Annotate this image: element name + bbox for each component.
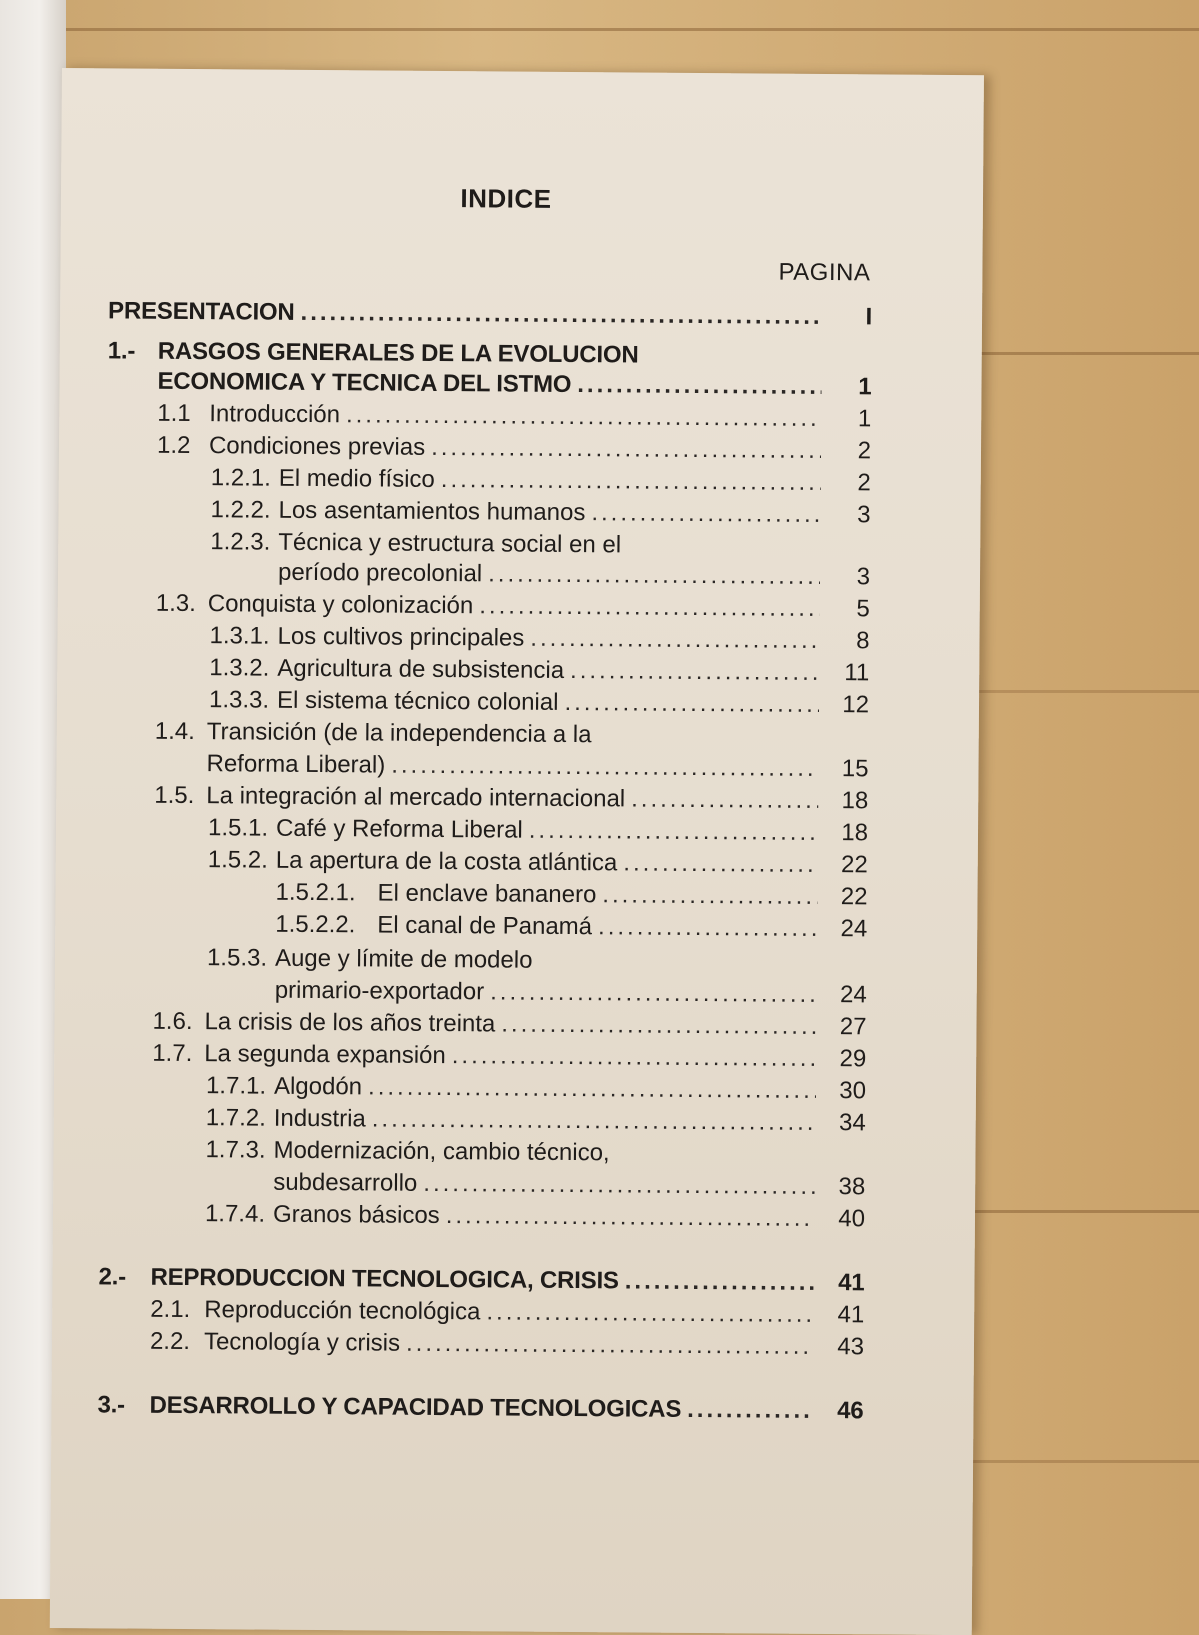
toc-entry-text: La integración al mercado internacional: [206, 782, 626, 813]
leader-dots: [631, 784, 818, 815]
toc-entry-number: 1.5.1.: [207, 814, 269, 842]
leader-dots: [530, 624, 819, 656]
toc-entry: [210, 495, 870, 530]
toc-entry-number: 1.2.2.: [210, 496, 271, 524]
toc-entry-page: 43: [837, 1333, 865, 1361]
leader-dots: [406, 1329, 814, 1362]
toc-entry: [156, 589, 870, 625]
leader-dots: [446, 1201, 815, 1234]
leader-dots: [452, 1041, 817, 1074]
leader-dots: [625, 1266, 815, 1297]
toc-entry: [157, 431, 871, 467]
toc-entry-text: Reproducción tecnológica: [204, 1296, 481, 1326]
toc-entry-text: Reforma Liberal): [206, 750, 386, 779]
toc-entry: [209, 653, 869, 688]
toc-entry: [152, 1007, 866, 1043]
leader-dots: [501, 1009, 816, 1041]
toc-entry-page: 24: [839, 981, 867, 1009]
toc-entry-text: Transición (de la independencia a la: [206, 718, 592, 749]
toc-entry-number: 1.5.3.: [206, 944, 268, 972]
toc-entry-number: 2.-: [98, 1263, 127, 1291]
toc-entry-number: 1.2.1.: [210, 464, 271, 492]
toc-entry-page: 40: [838, 1205, 866, 1233]
toc-entry-text: La segunda expansión: [204, 1040, 446, 1070]
toc-entry-number: 1.4.: [154, 717, 195, 746]
leader-dots: [431, 433, 821, 466]
toc-entry-page: 41: [838, 1269, 865, 1297]
leader-dots: [300, 298, 822, 332]
toc-entry-number: 3.-: [97, 1391, 126, 1419]
toc-entry-number: 2.1.: [150, 1295, 191, 1324]
toc-entry-text: El sistema técnico colonial: [276, 686, 559, 716]
toc-entry-text: RASGOS GENERALES DE LA EVOLUCION: [157, 337, 639, 369]
toc-entry-page: 27: [839, 1013, 867, 1041]
toc-entry-page: 41: [837, 1301, 865, 1329]
toc-entry-page: 22: [840, 851, 868, 879]
plank-seam: [0, 28, 1199, 31]
toc-entry: [150, 1327, 864, 1363]
toc-entry: [150, 1295, 864, 1331]
toc-entry-page: 2: [857, 437, 872, 465]
toc-entry: [275, 910, 867, 945]
toc-entry-text: PRESENTACION: [107, 297, 295, 326]
toc-entry-number: 1.5.2.: [207, 846, 268, 874]
toc-entry-number: 1.7.: [152, 1039, 193, 1068]
toc-entry-text: La apertura de la costa atlántica: [275, 846, 618, 877]
toc-entry: [278, 558, 870, 593]
toc-entry-text: El medio físico: [278, 464, 435, 493]
toc-entry-number: 1.3.3.: [208, 686, 270, 714]
leader-dots: [490, 977, 817, 1010]
page-title: INDICE: [460, 183, 552, 214]
toc-entry-page: 5: [856, 595, 870, 623]
toc-entry-text: La crisis de los años treinta: [204, 1008, 496, 1038]
toc-entry-number: 1.3.1.: [209, 622, 270, 650]
toc-entry-page: 8: [856, 627, 870, 655]
toc-entry-text: Algodón: [273, 1072, 363, 1101]
leader-dots: [623, 848, 818, 880]
toc-entry: [275, 878, 867, 913]
toc-entry-page: 29: [839, 1045, 867, 1073]
toc-entry-text: ECONOMICA Y TECNICA DEL ISTMO: [157, 367, 572, 399]
toc-entry-text: Agricultura de subsistencia: [277, 654, 565, 684]
toc-entry-number: 1.7.1.: [205, 1072, 267, 1100]
toc-entry-text: El canal de Panamá: [377, 911, 593, 941]
toc-entry-page: 15: [841, 755, 869, 783]
toc-entry-text: subdesarrollo: [273, 1168, 418, 1197]
toc-entry-text: Introducción: [209, 400, 341, 429]
toc-entry-page: 11: [844, 659, 870, 687]
toc-entry: [275, 976, 867, 1011]
toc-entry: [205, 1135, 865, 1170]
toc-entry-number: 1.7.4.: [204, 1200, 266, 1228]
toc-entry-number: 1.1: [157, 399, 191, 428]
toc-entry-text: primario-exportador: [274, 976, 485, 1006]
leader-dots: [479, 591, 820, 624]
toc-entry-number: 1.-: [107, 337, 136, 365]
toc-entry-number: 1.3.2.: [209, 654, 270, 682]
toc-entry: [209, 621, 869, 656]
toc-entry-page: 1: [857, 405, 872, 433]
toc-entry-number: 1.2.3.: [210, 528, 271, 556]
leader-dots: [529, 816, 818, 848]
toc-entry: [155, 717, 869, 753]
toc-entry: [206, 749, 868, 784]
toc-entry: [209, 685, 869, 720]
toc-entry-text: Condiciones previas: [208, 432, 426, 461]
page-column-header: PAGINA: [778, 258, 871, 287]
toc-entry-page: 3: [856, 563, 871, 591]
toc-entry-page: 18: [841, 787, 869, 815]
toc-entry: [157, 367, 871, 403]
toc-entry: [208, 813, 868, 848]
toc-entry: [273, 1168, 865, 1203]
toc-entry-text: Industria: [273, 1104, 366, 1133]
leader-dots: [391, 751, 818, 784]
toc-entry-number: 1.2: [156, 431, 191, 460]
leader-dots: [598, 912, 817, 944]
toc-entry-text: Tecnología y crisis: [203, 1328, 401, 1357]
toc-entry-number: 1.5.2.1.: [275, 878, 356, 907]
toc-entry: [108, 296, 872, 332]
toc-entry-number: 1.5.2.2.: [275, 910, 356, 939]
toc-entry-number: 1.6.: [152, 1007, 193, 1036]
leader-dots: [591, 498, 820, 530]
toc-entry: [208, 845, 868, 880]
leader-dots: [570, 656, 819, 688]
toc-entry-page: 38: [838, 1173, 866, 1201]
toc-entry-number: 1.5.: [154, 781, 195, 810]
toc-entry-number: 1.7.3.: [205, 1136, 266, 1164]
toc-entry: [154, 781, 868, 817]
leader-dots: [368, 1072, 816, 1106]
toc-entry-text: DESARROLLO Y CAPACIDAD TECNOLOGICAS: [149, 1391, 682, 1423]
table-of-contents: [50, 68, 984, 1635]
toc-entry-page: 24: [840, 915, 868, 943]
toc-entry-page: 12: [842, 691, 870, 719]
toc-entry-page: 18: [841, 819, 869, 847]
leader-dots: [687, 1395, 814, 1426]
leader-dots: [441, 465, 821, 498]
leader-dots: [423, 1169, 815, 1202]
leader-dots: [486, 1297, 814, 1330]
toc-entry-page: I: [865, 303, 873, 331]
toc-entry-text: Los asentamientos humanos: [278, 496, 586, 527]
toc-entry: [206, 1071, 866, 1106]
toc-entry: [97, 1390, 863, 1426]
toc-entry: [207, 943, 867, 978]
toc-entry-page: 2: [857, 469, 871, 497]
toc-entry-number: 2.2.: [149, 1327, 191, 1356]
leader-dots: [577, 370, 821, 402]
toc-entry-page: 3: [857, 501, 871, 529]
toc-entry: [205, 1199, 865, 1234]
toc-entry-page: 46: [837, 1397, 864, 1425]
leader-dots: [488, 559, 820, 592]
toc-entry-text: Modernización, cambio técnico,: [273, 1136, 610, 1167]
toc-entry: [211, 463, 871, 498]
toc-entry-text: Los cultivos principales: [277, 622, 525, 652]
toc-entry-number: 1.7.2.: [205, 1104, 266, 1132]
toc-entry: [157, 399, 871, 435]
toc-entry-text: Auge y límite de modelo: [274, 944, 533, 974]
toc-entry-page: 22: [840, 883, 868, 911]
toc-entry-text: Café y Reforma Liberal: [275, 814, 523, 844]
leader-dots: [564, 688, 819, 720]
toc-entry-text: Granos básicos: [272, 1200, 440, 1230]
toc-entry-text: período precolonial: [277, 558, 483, 588]
leader-dots: [602, 880, 817, 912]
toc-entry: [152, 1039, 866, 1075]
toc-entry-text: Conquista y colonización: [207, 590, 474, 620]
leader-dots: [372, 1104, 816, 1137]
leader-dots: [346, 400, 821, 434]
toc-entry-page: 30: [839, 1077, 867, 1105]
toc-entry-text: REPRODUCCION TECNOLOGICA, CRISIS: [150, 1263, 619, 1295]
toc-entry: [206, 1103, 866, 1138]
toc-entry-page: 34: [838, 1109, 866, 1137]
toc-entry-text: Técnica y estructura social en el: [278, 528, 622, 559]
toc-entry-number: 1.3.: [155, 589, 196, 618]
toc-entry: [98, 1262, 864, 1298]
toc-entry-page: 1: [858, 373, 872, 401]
book-page: [50, 68, 984, 1635]
toc-entry-text: El enclave bananero: [377, 879, 597, 909]
